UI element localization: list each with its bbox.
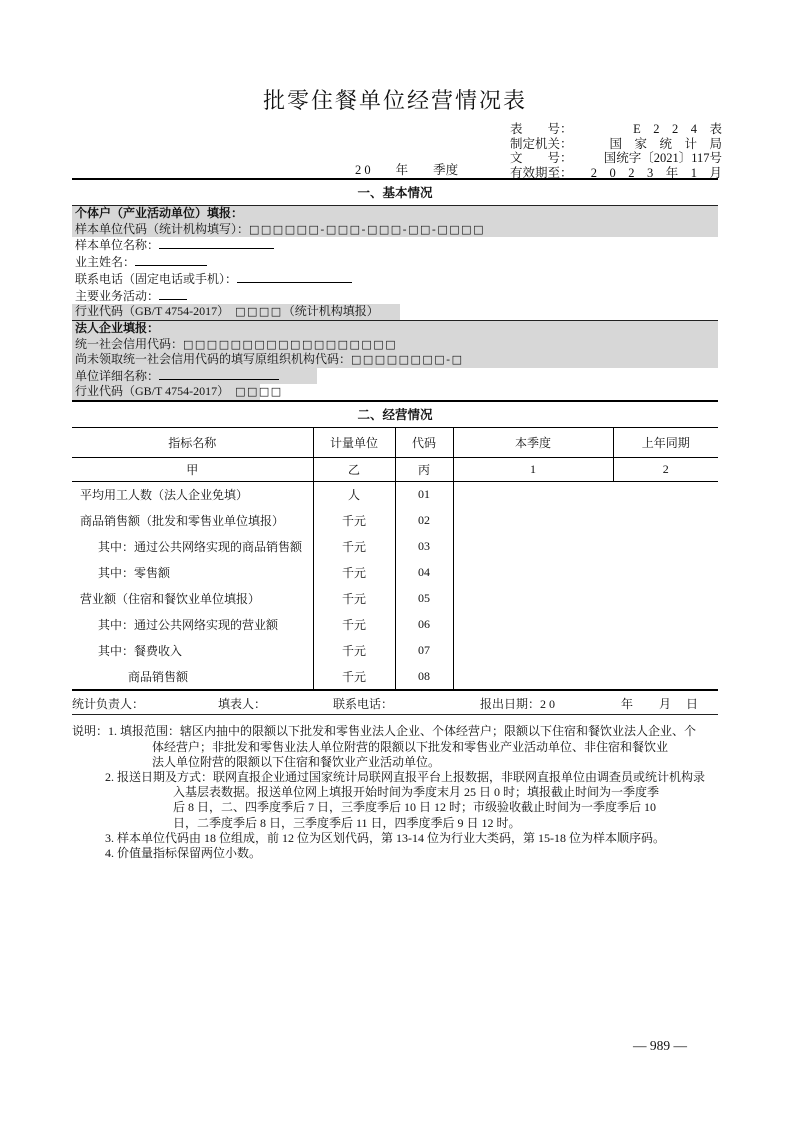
meta-label: 有效期至：: [510, 165, 573, 180]
meta-issuing-agency: [510, 137, 722, 152]
legal-unit-name-label: 单位详细名称：: [75, 368, 160, 383]
value-prev-year: [613, 585, 718, 611]
industry-code-suffix: （统计机构填报）: [282, 304, 379, 319]
note-line: 2. 报送日期及方式：联网直报企业通过国家统计局联网直报平台上报数据，非联网直报单位由调查员或统计机构录: [105, 770, 706, 784]
section-title-operation: 二、经营情况: [357, 407, 433, 422]
indicator-unit: 千元: [313, 663, 395, 689]
indicator-unit: 千元: [313, 559, 395, 585]
indicator-name: 其中：零售额: [72, 559, 313, 585]
report-date-day: 日: [686, 697, 699, 712]
indicator-name: 其中：通过公共网络实现的商品销售额: [72, 533, 313, 559]
legal-unit-name-highlight: [72, 368, 317, 385]
owner-name-blank: [135, 254, 207, 266]
meta-form-number: [510, 122, 722, 137]
indicator-unit: 千元: [313, 611, 395, 637]
credit-code-label: 统一社会信用代码：: [75, 336, 184, 351]
industry-code-boxes: □□□□: [235, 305, 283, 319]
indicator-name: 其中：餐费收入: [72, 637, 313, 663]
value-prev-year: [613, 663, 718, 689]
meta-value: E 2 2 4 表: [633, 122, 722, 136]
sample-unit-code-boxes: □□□□□□-□□□-□□□-□□-□□□□: [249, 222, 485, 236]
value-current-quarter: [453, 533, 613, 559]
contact-phone-line: [72, 271, 718, 288]
individual-block-header: 个体户（产业活动单位）填报：: [72, 206, 718, 222]
contact-phone-blank: [237, 271, 352, 283]
note-line: 3. 样本单位代码由 18 位组成，前 12 位为区划代码，第 13-14 位为行业大类码，第 15-18 位为样本顺序码。: [105, 830, 665, 845]
legal-industry-code-line: [72, 384, 718, 400]
meta-valid-until: [510, 166, 722, 181]
indicator-unit: 人: [313, 481, 395, 507]
org-code-boxes: □□□□□□□□-□: [351, 353, 464, 367]
table-row: [72, 481, 718, 507]
indicator-code: 05: [395, 585, 453, 611]
legal-unit-name-line: [72, 368, 718, 385]
operation-table: [72, 427, 718, 690]
indicator-unit: 千元: [313, 507, 395, 533]
form-meta: [72, 122, 722, 180]
indicator-name: 其中：通过公共网络实现的营业额: [72, 611, 313, 637]
table-row: [72, 559, 718, 585]
value-prev-year: [613, 481, 718, 507]
sample-unit-code-line: [72, 222, 718, 238]
page-title: 批零住餐单位经营情况表: [262, 88, 527, 113]
table-row: [72, 533, 718, 559]
legal-industry-code-label: 行业代码（GB/T 4754-2017）: [75, 384, 236, 399]
main-activity-blank: [159, 288, 187, 300]
indicator-code: 03: [395, 533, 453, 559]
credit-code-boxes: □□□□□□□□□□□□□□□□□□: [183, 337, 398, 351]
value-prev-year: [613, 611, 718, 637]
form-filler-label: 填表人：: [218, 697, 267, 712]
main-activity-line: [72, 288, 718, 305]
signature-row: [72, 691, 718, 714]
owner-name-label: 业主姓名：: [75, 255, 136, 270]
indicator-code: 01: [395, 481, 453, 507]
report-date-month: 月: [659, 697, 672, 712]
meta-label: 文 号：: [510, 151, 573, 165]
report-period: 2 0 年 季度: [355, 163, 459, 177]
value-current-quarter: [453, 559, 613, 585]
value-current-quarter: [453, 481, 613, 507]
meta-value: 国 家 统 计 局: [609, 136, 722, 151]
notes-block: [72, 724, 718, 861]
report-date-year: 年: [621, 697, 634, 712]
meta-label: 表 号：: [510, 122, 573, 136]
meta-document-number: [510, 151, 722, 166]
value-prev-year: [613, 559, 718, 585]
indicator-unit: 千元: [313, 585, 395, 611]
meta-value: 国统字〔2021〕117号: [603, 151, 722, 165]
note-line: 日，二季度季后 8 日，三季度季后 11 日，四季度季后 9 日 12 时。: [173, 815, 521, 830]
table-row: [72, 585, 718, 611]
individual-industry-code-highlight: [72, 304, 400, 320]
stat-leader-label: 统计负责人：: [72, 697, 145, 712]
legal-unit-name-blank: [159, 368, 279, 380]
value-current-quarter: [453, 507, 613, 533]
main-activity-label: 主要业务活动：: [75, 288, 160, 303]
industry-code-label: 行业代码（GB/T 4754-2017）: [75, 304, 236, 319]
indicator-code: 08: [395, 663, 453, 689]
form-meta-block: [510, 122, 722, 180]
value-current-quarter: [453, 611, 613, 637]
value-prev-year: [613, 637, 718, 663]
subheader-1: 1: [453, 457, 613, 481]
value-prev-year: [613, 533, 718, 559]
contact-phone-label: 联系电话：: [333, 697, 394, 712]
section-title-basic-info: 一、基本情况: [72, 180, 718, 206]
legal-entity-block: [72, 321, 718, 400]
indicator-name: 商品销售额（批发和零售业单位填报）: [72, 507, 313, 533]
form-content: [72, 86, 722, 861]
col-header-current-quarter: 本季度: [453, 427, 613, 457]
org-code-line: [72, 352, 718, 368]
legal-industry-code-boxes: □□□□: [235, 385, 283, 399]
col-header-code: 代码: [395, 427, 453, 457]
table-row: [72, 507, 718, 533]
meta-label: 制定机关：: [510, 136, 573, 151]
subheader-bing: 丙: [395, 457, 453, 481]
note-line: 入基层表数据。报送单位网上填报开始时间为季度末月 25 日 0 时；填报截止时间为一季度季: [173, 785, 660, 800]
note-line: 4. 价值量指标保留两位小数。: [105, 846, 262, 861]
sample-unit-name-line: [72, 237, 718, 254]
value-current-quarter: [453, 637, 613, 663]
note-line: 体经营户；非批发和零售业法人单位附营的限额以下批发和零售业产业活动单位、非住宿和餐饮业: [152, 739, 669, 754]
indicator-name: 营业额（住宿和餐饮业单位填报）: [72, 585, 313, 611]
table-row: [72, 637, 718, 663]
credit-code-line: [72, 337, 718, 353]
value-prev-year: [613, 507, 718, 533]
sample-unit-code-label: 样本单位代码（统计机构填写）：: [75, 221, 250, 236]
note-line: 说明：1. 填报范围：辖区内抽中的限额以下批发和零售业法人企业、个体经营户；限额以下住宿和餐饮业法人企业、个: [72, 724, 697, 739]
indicator-code: 07: [395, 637, 453, 663]
indicator-unit: 千元: [313, 637, 395, 663]
table-subheader-row: [72, 457, 718, 481]
indicator-code: 04: [395, 559, 453, 585]
indicator-code: 06: [395, 611, 453, 637]
note-line: 法人单位附营的限额以下住宿和餐饮业产业活动单位。: [152, 754, 441, 769]
indicator-name: 商品销售额: [72, 663, 313, 689]
sample-unit-name-blank: [159, 237, 274, 249]
value-current-quarter: [453, 663, 613, 689]
individual-industry-code-line: [72, 304, 718, 320]
org-code-label: 尚未领取统一社会信用代码的填写原组织机构代码：: [75, 352, 352, 367]
sample-unit-name-label: 样本单位名称：: [75, 238, 160, 253]
contact-phone-label: 联系电话（固定电话或手机）：: [75, 271, 238, 286]
indicator-name: 平均用工人数（法人企业免填）: [72, 481, 313, 507]
col-header-unit: 计量单位: [313, 427, 395, 457]
subheader-jia: 甲: [72, 457, 313, 481]
page-number: — 989 —: [633, 1038, 687, 1053]
individual-household-block: [72, 206, 718, 320]
col-header-prev-year: 上年同期: [613, 427, 718, 457]
table-row: [72, 611, 718, 637]
report-date-label: 报出日期：2 0: [480, 697, 556, 712]
owner-name-line: [72, 254, 718, 271]
legal-block-header: 法人企业填报：: [72, 321, 718, 337]
table-row: [72, 663, 718, 689]
col-header-indicator: 指标名称: [72, 427, 313, 457]
divider-thin: [72, 714, 718, 715]
legal-industry-code-highlight: [72, 384, 283, 400]
meta-value: 2 0 2 3 年 1 月: [590, 165, 722, 180]
value-current-quarter: [453, 585, 613, 611]
indicator-unit: 千元: [313, 533, 395, 559]
indicator-code: 02: [395, 507, 453, 533]
subheader-2: 2: [613, 457, 718, 481]
subheader-yi: 乙: [313, 457, 395, 481]
table-header-row: [72, 427, 718, 457]
note-line: 后 8 日，二、四季度季后 7 日，三季度季后 10 日 12 时；市级验收截止时间为一季度季后 10: [173, 800, 657, 815]
